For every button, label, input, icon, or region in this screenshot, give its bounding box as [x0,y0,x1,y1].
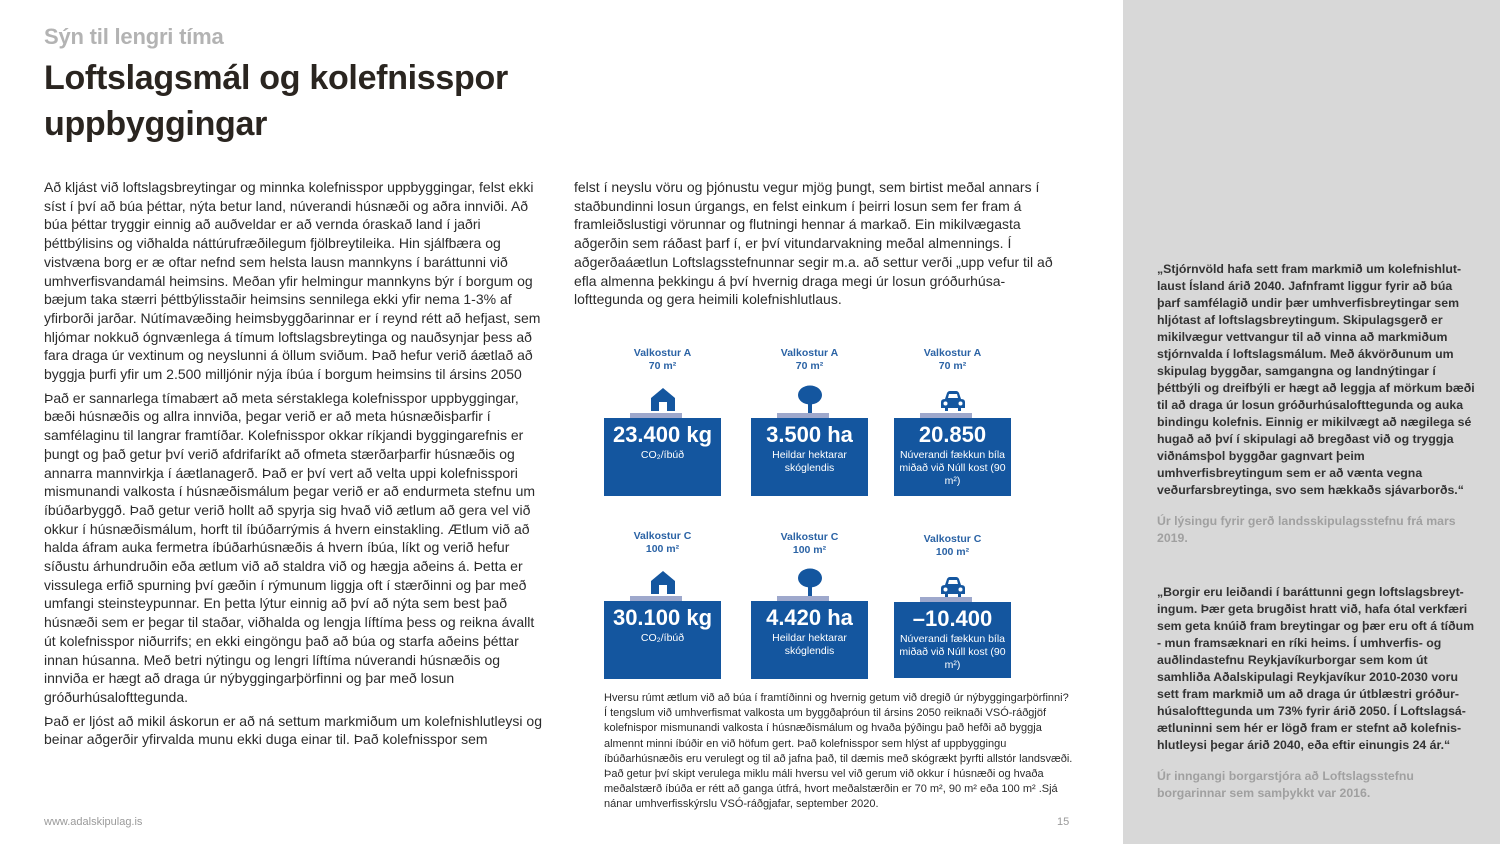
card-size: 70 m² [648,360,677,372]
stat-box [751,601,868,679]
stat-box [604,418,721,496]
card-option: Valkostur C [923,533,982,545]
middle-text-column [574,178,1074,314]
house-icon [604,387,721,412]
house-icon [604,570,721,595]
stat-value: 30.100 kg [612,605,713,630]
stat-value: 3.500 ha [766,422,853,447]
section-kicker: Sýn til lengri tíma [44,24,224,49]
infographic-card [894,347,1011,497]
tree-icon [751,568,868,596]
stat-label: Heildar hektarar skóglendis [772,632,847,657]
stat-box [751,418,868,496]
stat-box [894,418,1011,496]
stat-label: CO₂/íbúð [640,449,685,461]
quote-source: Úr inngangi borgarstjóra að Loftslagsstefnu borgarinnar sem samþykkt var 2016. [1157,769,1414,800]
infographic-card [604,347,721,497]
stat-value: –10.400 [912,606,993,631]
card-size: 100 m² [792,544,827,556]
infographic-card [751,531,868,681]
car-icon [894,577,1011,597]
card-option: Valkostur A [780,347,839,359]
infographic-card [604,530,721,680]
card-size: 100 m² [645,543,680,555]
stat-value: 4.420 ha [766,605,853,630]
card-size: 100 m² [935,546,970,558]
stat-label: Núverandi fækkun bíla miðað við Núll kost (90 m²) [899,449,1006,487]
infographic-caption: Hversu rúmt ætlum við að búa í framtíðinni og hvernig getum við dregið úr nýbyggingarþörfinni? Í tengslum við umhverfismat valkosta um byggðaþróun til ársins 2050 reiknaði VSÓ-ráðgjöf kolefnispor mismunandi valkosta í húsnæðismálum og hvaða þýðingu það hefði að byggja almennt minni íbúðir en við höfum gert. Það kolefnisspor sem hlýst af uppbyggingu íbúðarhúsnæðis eru verulegt og til að jafna það, til dæmis með skógrækt þyrfti allstór landsvæði. Það getur því skipt verulega miklu máli hversu vel við gerum við okkur í húsnæði og hvaða meðalstærð íbúða er rétt að ganga útfrá, hvort meðalstærðin er 70 m², 90 m² eða 100 m² .Sjá nánar umhverfisskýrslu VSÓ-ráðgjafar, september 2020. [604,692,1073,811]
card-size: 70 m² [795,360,824,372]
card-option: Valkostur C [780,531,839,543]
quote-text: „Stjórnvöld hafa sett fram markmið um kolefnishlut-laust Ísland árið 2040. Jafnframt liggur fyrir að búa þarf samfélagið undir þær umhverfisbreytingar sem hljótast af loftslagsbreytingum. Skipulagsgerð er mikilvægur vettvangur til að vinna að markmiðum stjórnvalda í loftslagsmálum. Með ákvörðunum um skipulag byggðar, samgangna og landnýtingar í þéttbýli og dreifbýli er hægt að leggja af mörkum bæði til að draga úr losun gróðurhúsalofttegunda og auka bindingu kolefnis. Einnig er mikilvægt að nægilega sé hugað að því í skipulagi að bregðast við og tryggja viðnámsþol byggðar gagnvart þeim umhverfisbreytingum sem er að vænta vegna veðurfarsbreytinga, svo sem hækkaðs sjávarborðs.“ [1157,262,1475,497]
card-option: Valkostur A [633,347,692,359]
infographic-card [751,347,868,497]
card-option: Valkostur C [633,530,692,542]
quote-source: Úr lýsingu fyrir gerð landsskipulagsstefnu frá mars 2019. [1157,514,1456,545]
car-icon [894,391,1011,411]
stat-label: Heildar hektarar skóglendis [772,449,847,474]
paragraph: felst í neyslu vöru og þjónustu vegur mjög þungt, sem birtist meðal annars í staðbundinni losun úrgangs, en felst einkum í þeirri losun sem fer fram á framleiðslustigi vörunnar og flutningi hennar á markað. Ein mikilvægasta aðgerðin sem ráðast þarf í, er því vitundarvakning meðal almennings. Í aðgerðaáætlun Loftslagsstefnunnar segir m.a. að settur verði „upp vefur til að efla almenna þekkingu á því hvernig draga megi úr losun gróðurhúsa-lofttegunda og gera heimili kolefnishlutlaus. [574,179,1053,308]
card-size: 70 m² [938,360,967,372]
stat-box [604,601,721,679]
footer-url[interactable]: www.adalskipulag.is [44,816,143,828]
paragraph: Að kljást við loftslagsbreytingar og minnka kolefnisspor uppbyggingar, felst ekki síst í því að búa þéttar, nýta betur land, núverandi húsnæði og aðra innviði. Að búa þéttar tryggir einnig að auðveldar er að vernda óraskað land í jaðri þéttbýlisins og viðhalda náttúrufræðilegum fjölbreytileika. Hin sjálfbæra og vistvæna borg er æ oftar nefnd sem helsta lausn mannkyns í baráttunni við umhverfisvandamál heimsins. Meðan yfir helmingur mannkyns býr í borgum og bæjum taka stærri þéttbýlisstaðir heimsins sennilega ekki yfir nema 1-3% af yfirborði jarðar. Nútímavæðing heimsbyggðarinnar er í reynd rétt að hefjast, sem hljómar nokkuð ógnvænlega á tímum loftslagsbreytinga og nauðsynjar þess að fara draga úr vextinum og neyslunni á öllum sviðum. Það hefur verið áætlað að byggja þurfi yfir um 2.500 milljónir nýja íbúa í borgum heimsins til ársins 2050 [44,179,541,383]
stat-label: Núverandi fækkun bíla miðað við Núll kost (90 m²) [899,633,1006,671]
paragraph: Það er ljóst að mikil áskorun er að ná settum markmiðum um kolefnishlutleysi og beinar aðgerðir yfirvalda munu ekki duga einar til. Það kolefnisspor sem [44,712,542,748]
page-number: 15 [1057,816,1070,828]
page-title: Loftslagsmál og kolefnisspor uppbyggingar [44,59,508,143]
stat-label: CO₂/íbúð [640,632,685,644]
infographic-card [894,533,1011,683]
left-text-column [44,178,544,754]
card-option: Valkostur A [923,347,982,359]
quote-text: „Borgir eru leiðandi í baráttunni gegn loftslagsbreyt-ingum. Þær geta brugðist hratt við, hafa ótal verkfæri sem geta knúið fram breytingar og þær eru oft á tíðum - mun framsæknari en ríki heims. Í umhverfis- og auðlindastefnu Reykjavíkurborgar sem kom út samhliða Aðalskipulagi Reykjavíkur 2010-2030 voru sett fram markmið um að draga úr útblæstri gróður-húsalofttegunda um 73% fyrir árið 2050. Í Loftslagsá-ætluninni sem hér er lögð fram er stefnt að kolefnis-hlutleysi þegar árið 2040, eða eftir einungis 24 ár.“ [1157,585,1475,752]
stat-value: 23.400 kg [612,422,713,447]
paragraph: Það er sannarlega tímabært að meta sérstaklega kolefnisspor uppbyggingar, bæði húsnæðis og allra innviða, þegar verið er að meta húsnæðisþarfir í samfélaginu til langrar framtíðar. Kolefnisspor okkar ríkjandi byggingarefnis er þungt og það getur því verið afdrifaríkt að ofmeta stærðarþarfir húsnæðis og annarra mannvirkja í áætlanagerð. Það er því vert að velta uppi kolefnisspori mismunandi valkosta í húsnæðismálum þegar verið er að endurmeta stefnu um íbúðarbyggð. Það getur verið hollt að spyrja sig hvað við ætlum að gera vel við okkur í húsnæðismálum, horft til íbúðarrýmis á hvern einstakling. Ætlum við að halda áfram auka fermetra íbúðarhúsnæðis á hvern íbúa, líkt og verið hefur síðustu árhundruðin eða ætlum við að staldra við og hægja aðeins á. Þetta er vissulega erfið spurning því gæðin í rýmunum liggja oft í stærðinni og þar með umfangi steinsteypunnar. En þetta lýtur einnig að því að nýta sem best það húsnæði sem er þegar til staðar, viðhalda og lengja líftíma þess og reikna ávallt út kolefnisspor niðurrifs; en ekki eingöngu það að búa og starfa aðeins þéttar innan húsanna. Með betri nýtingu og lengri líftíma núverandi húsnæðis og innviða er hægt að draga úr nýbyggingarþörfinni og þar með losun gróðurhúsalofttegunda. [44,389,536,705]
stat-box [894,602,1011,678]
tree-icon [751,385,868,413]
stat-value: 20.850 [918,422,987,447]
